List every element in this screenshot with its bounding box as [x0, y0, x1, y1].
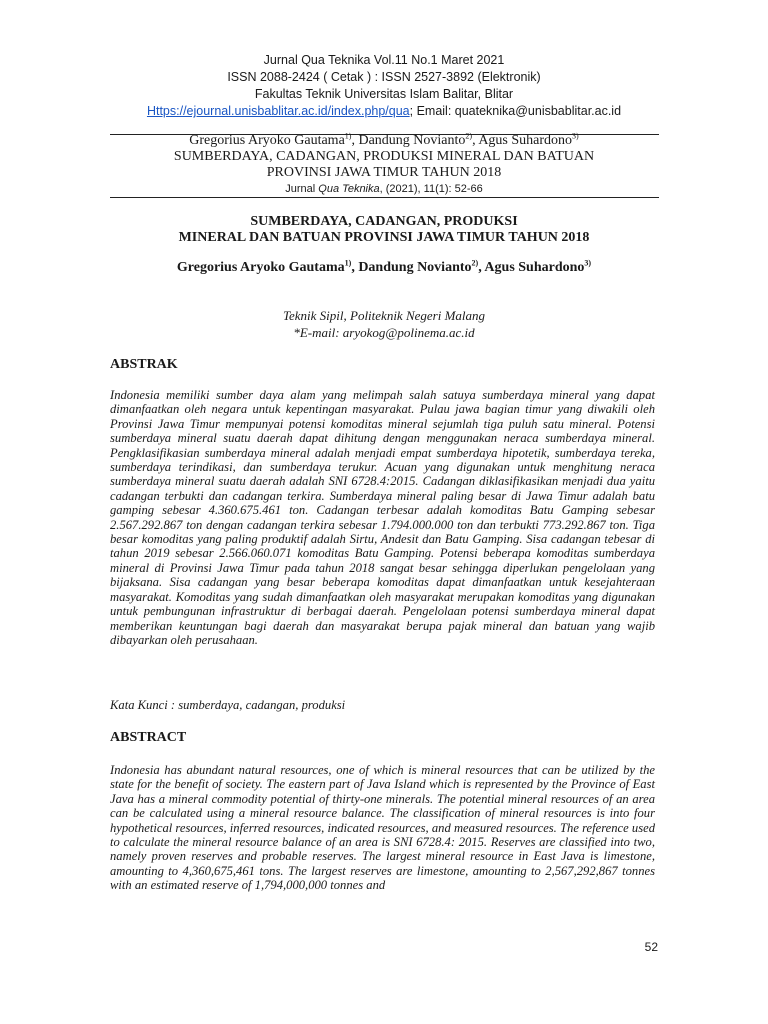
running-author-2: Dandung Novianto: [358, 133, 466, 148]
journal-url-link[interactable]: Https://ejournal.unisbablitar.ac.id/index.php/qua: [146, 104, 410, 118]
citation-prefix: Jurnal: [285, 183, 319, 195]
abstrak-text: Indonesia memiliki sumber daya alam yang melimpah salah satuya sumberdaya mineral yang dapat dimanfaatkan oleh negara untuk kepentingan masyarakat. Pulau jawa bagian timur yang diwakili oleh Provinsi Jawa Timur mempunyai potensi komoditas mineral sejumlah tiga puluh satu mineral. Potensi sumberdaya mineral suatu daerah dapat dihitung dengan menggunakan neraca sumberdaya mineral. Pengklasifikasian sumberdaya mineral adalah menjadi empat sumberdaya hipotetik, sumberdaya tereka, sumberdaya terindikasi, dan sumberdaya terukur. Acuan yang digunakan untuk menghitung neraca sumberdaya mineral suatu daerah adalah SNI 6728.4:2015. Cadangan diklasifikasikan menjadi dua yaitu cadangan terbukti dan cadangan terkira. Sumberdaya mineral paling besar di Jawa Timur adalah batu gamping sebesar 4.360.675.461 ton. Cadangan terbesar adalah komoditas Batu Gamping sebesar 2.567.292.867 ton dengan cadangan terkira sebesar 1.794.000.000 ton dan terbukti 773.292.867 ton. Tiga besar komoditas yang paling produktif adalah Sirtu, Andesit dan Batu Gamping. Sisa cadangan tebesar di tahun 2019 sebesar 2.566.060.071 komoditas Batu Gamping. Potensi beberapa komoditas sumberdaya mineral di Provinsi Jawa Timur pada tahun 2018 sangat besar sehingga diperlukan pengelolaan yang bijaksana. Sisa cadangan yang besar beberapa komoditas dapat dimanfaatkan untuk kesejahteraan masyarakat. Komoditas yang sudah dimanfaatkan oleh masyarakat merupakan komoditas yang digunakan untuk pembungunan infrastruktur di berbagai daerah. Pengelolaan potensi sumberdaya mineral dapat memberikan keuntungan bagi daerah dan masyarakat berupa pajak mineral dan batuan yang wajib dibayarkan oleh perusahaan.: [110, 388, 655, 647]
author-3: Agus Suhardono: [484, 260, 585, 275]
running-head: [0, 133, 768, 197]
author-2-sup: 2): [471, 258, 479, 268]
abstract-text: Indonesia has abundant natural resources, one of which is mineral resources that can be utilized by the state for the benefit of society. The eastern part of Java Island which is represented by the Province of East Java has a mineral commodity potential of thirty-one minerals. The potential mineral resources of an area can be calculated using a mineral resource balance. The classification of mineral resources is into four hypothetical resources, inferred resources, indicated resources, and measured resources. The reference used to calculate the mineral resource balance of an area is SNI 6728.4: 2015. Reserves are classified into two, namely proven reserves and probable reserves. The largest mineral resource in East Java is limestone, amounting to 4,360,675,461 tons. The largest reserves are limestone, amounting to 2,567,292,867 tonnes with an estimated reserve of 1,794,000,000 tonnes and: [110, 763, 655, 893]
affiliation-block: [0, 307, 768, 341]
author-1-sup: 1): [344, 258, 352, 268]
running-author-1: Gregorius Aryoko Gautama: [189, 133, 345, 148]
running-author-1-sup: 1): [344, 131, 352, 141]
faculty-line: Fakultas Teknik Universitas Islam Balitar, Blitar: [254, 87, 514, 101]
page-number: 52: [644, 940, 658, 954]
article-title-line-2: MINERAL DAN BATUAN PROVINSI JAWA TIMUR TAHUN 2018: [178, 230, 590, 245]
citation-pages: 52-66: [454, 183, 483, 195]
article-authors: Gregorius Aryoko Gautama$^{1)}$, Dandung Novianto$^{2)}$, Agus Suhardono$^{3)}$: [176, 258, 592, 275]
journal-email: ; Email: quateknika@unisbablitar.ac.id: [409, 104, 622, 118]
running-author-3-sup: 3): [572, 131, 579, 141]
abstrak-heading: ABSTRAK: [110, 357, 178, 372]
abstract-heading: ABSTRACT: [110, 730, 187, 745]
running-author-2-sup: 2): [465, 131, 473, 141]
running-head-title-1: SUMBERDAYA, CADANGAN, PRODUKSI MINERAL DAN BATUAN: [173, 149, 595, 164]
article-title-line-1: SUMBERDAYA, CADANGAN, PRODUKSI: [250, 214, 518, 229]
affiliation: Teknik Sipil, Politeknik Negeri Malang: [282, 308, 486, 323]
contact-line: [0, 103, 768, 120]
author-1: Gregorius Aryoko Gautama: [176, 260, 345, 275]
running-head-citation: [0, 181, 768, 197]
journal-header: [0, 52, 768, 120]
running-head-authors: Gregorius Aryoko Gautama$^{1)}$, Dandung Novianto$^{2)}$, Agus Suhardono$^{3)}$: [189, 131, 579, 148]
author-3-sup: 3): [584, 258, 592, 268]
citation-rest: , (2021), 11(1):: [379, 183, 455, 195]
running-head-title-2: PROVINSI JAWA TIMUR TAHUN 2018: [266, 165, 502, 180]
header-bottom-rule: [110, 197, 659, 198]
issn-line: ISSN 2088-2424 ( Cetak ) : ISSN 2527-3892 (Elektronik): [227, 70, 541, 84]
author-2: Dandung Novianto: [358, 260, 472, 275]
author-email: *E-mail: aryokog@polinema.ac.id: [293, 325, 475, 340]
keywords: Kata Kunci : sumberdaya, cadangan, produksi: [110, 698, 346, 712]
running-author-3: Agus Suhardono: [478, 133, 573, 148]
citation-journal: Qua Teknika: [318, 183, 380, 195]
journal-volume-line: Jurnal Qua Teknika Vol.11 No.1 Maret 2021: [263, 53, 505, 67]
article-title: [0, 214, 768, 246]
